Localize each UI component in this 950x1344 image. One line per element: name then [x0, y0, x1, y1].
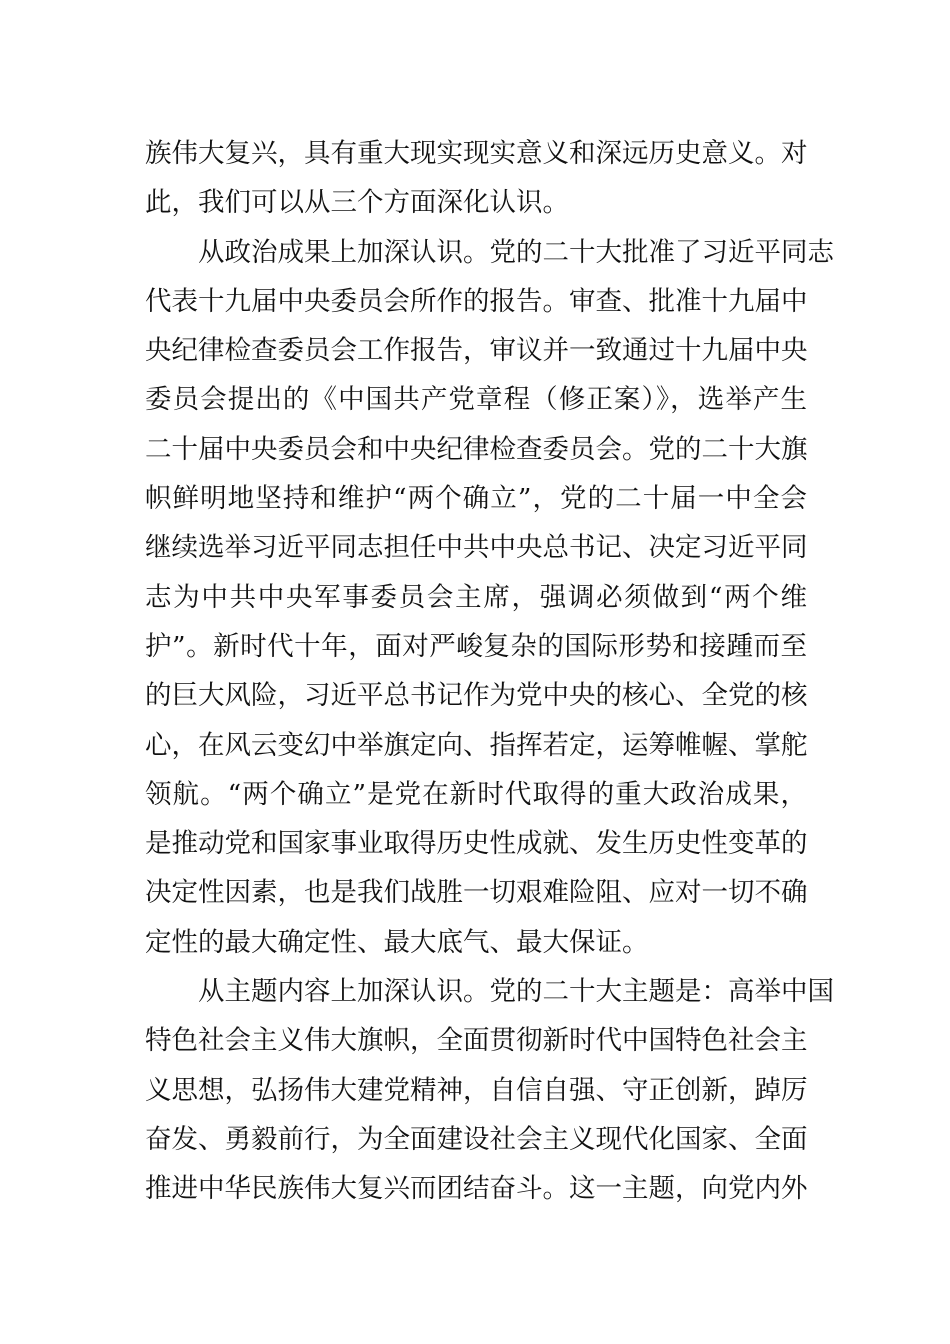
- text-line: 是推动党和国家事业取得历史性成就、发生历史性变革的: [145, 828, 808, 860]
- text-line: 特色社会主义伟大旗帜，全面贯彻新时代中国特色社会主: [145, 1025, 808, 1057]
- text-line: 志为中共中央军事委员会主席，强调必须做到“两个维: [145, 581, 807, 613]
- document-body: [145, 129, 834, 1214]
- text-line: 决定性因素，也是我们战胜一切艰难险阻、应对一切不确: [145, 877, 808, 909]
- text-line: 委员会提出的《中国共产党章程（修正案）》，选举产生: [145, 384, 807, 416]
- paragraph-start-line: 从政治成果上加深认识。党的二十大批准了习近平同志: [198, 236, 834, 268]
- text-line: 帜鲜明地坚持和维护“两个确立”，党的二十届一中全会: [145, 483, 807, 515]
- text-line: 推进中华民族伟大复兴而团结奋斗。这一主题，向党内外: [145, 1173, 808, 1205]
- text-line: 定性的最大确定性、最大底气、最大保证。: [145, 926, 649, 958]
- text-line: 二十届中央委员会和中央纪律检查委员会。党的二十大旗: [145, 433, 808, 465]
- text-line: 此，我们可以从三个方面深化认识。: [145, 187, 569, 219]
- text-line: 义思想，弘扬伟大建党精神，自信自强、守正创新，踔厉: [145, 1074, 808, 1106]
- text-line: 代表十九届中央委员会所作的报告。审查、批准十九届中: [145, 285, 808, 317]
- text-line: 的巨大风险，习近平总书记作为党中央的核心、全党的核: [145, 680, 808, 712]
- text-line: 央纪律检查委员会工作报告，审议并一致通过十九届中央: [145, 335, 808, 367]
- paragraph-start-line: 从主题内容上加深认识。党的二十大主题是：高举中国: [198, 976, 834, 1008]
- text-line: 心，在风云变幻中举旗定向、指挥若定，运筹帷幄、掌舵: [145, 729, 808, 761]
- text-line: 领航。“两个确立”是党在新时代取得的重大政治成果，: [145, 778, 807, 810]
- text-line: 护”。新时代十年，面对严峻复杂的国际形势和接踵而至: [145, 630, 807, 662]
- text-line: 奋发、勇毅前行，为全面建设社会主义现代化国家、全面: [145, 1123, 808, 1155]
- text-line: 族伟大复兴，具有重大现实现实意义和深远历史意义。对: [145, 138, 808, 169]
- text-line: 继续选举习近平同志担任中共中央总书记、决定习近平同: [145, 532, 808, 564]
